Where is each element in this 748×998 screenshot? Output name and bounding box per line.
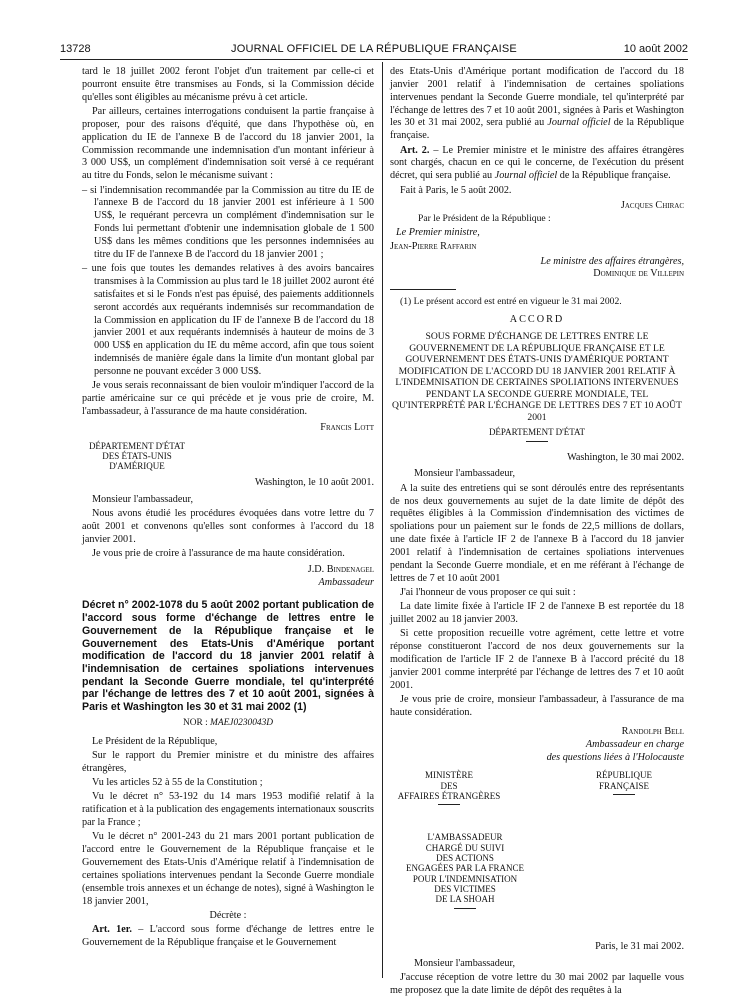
heading-line: AFFAIRES ÉTRANGÈRES xyxy=(397,791,501,802)
paragraph: Sur le rapport du Premier ministre et du ministre des affaires étrangères, xyxy=(82,749,374,774)
heading-line: RÉPUBLIQUE xyxy=(596,770,652,781)
paragraph: Je vous serais reconnaissant de bien vouloir m'indiquer l'accord de la partie américaine sur ce qui précède et je vous prie de croire, M. l'ambassadeur, à l'assurance de ma haute considération. xyxy=(82,380,374,417)
header-rule xyxy=(60,59,688,60)
salutation: Monsieur l'ambassadeur, xyxy=(92,493,194,505)
heading-line: FRANÇAISE xyxy=(598,780,649,791)
text-span: de la République française. xyxy=(557,170,671,182)
journal-ref: Journal officiel xyxy=(547,117,611,129)
minister-title: Le ministre des affaires étrangères, xyxy=(540,255,684,267)
heading-line: L'AMBASSADEUR xyxy=(427,832,503,843)
paragraph: tard le 18 juillet 2002 feront l'objet d'un traitement par celle-ci et pourront ensuite être transmises au Fonds, si la Commission décide qu'elles sont éligibles au mécanisme prévu à cet article. xyxy=(82,66,374,103)
journal-title: JOURNAL OFFICIEL DE LA RÉPUBLIQUE FRANÇAISE xyxy=(231,43,517,55)
minister-name: Dominique de Villepin xyxy=(593,268,684,280)
department-line: D'AMÉRIQUE xyxy=(109,461,165,472)
paragraph: Je vous prie de croire, monsieur l'ambassadeur, à l'assurance de ma haute considération. xyxy=(390,694,684,719)
nor-code: MAEJ0230043D xyxy=(210,717,274,728)
heading-line: DES ACTIONS xyxy=(436,853,494,864)
salutation: Monsieur l'ambassadeur, xyxy=(414,468,516,480)
republic-heading xyxy=(584,770,664,798)
signature-title: Ambassadeur en charge xyxy=(585,738,684,750)
right-column xyxy=(390,66,685,996)
ministry-heading xyxy=(390,770,508,808)
accord-heading: ACCORD xyxy=(509,314,565,326)
par-le-president: Par le Président de la République : xyxy=(418,213,551,225)
paragraph: J'accuse réception de votre lettre du 30 mai 2002 par laquelle vous me proposez que la date limite de dépôt des requêtes à la xyxy=(390,972,684,996)
place-date: Washington, le 30 mai 2002. xyxy=(567,451,684,463)
department-heading xyxy=(82,441,192,472)
short-rule xyxy=(526,441,548,442)
footnote-rule xyxy=(390,289,456,290)
heading-line: MINISTÈRE xyxy=(425,770,473,781)
paragraph: Nous avons étudié les procédures évoquées dans votre lettre du 7 août 2001 et convenons qu'elles sont conformes à l'accord du 18 janvier 2001. xyxy=(82,507,374,545)
place-date: Washington, le 10 août 2001. xyxy=(254,476,374,488)
paragraph: A la suite des entretiens qui se sont déroulés entre des représentants de nos deux gouvernements au sujet de la date limite de dépôt des requêtes éligibles à la Commission d'indemnisation des victimes de spoliations pour un paiement sur le fonds de 22,5 millions de dollars, une date fixée à l'article IF 2 de l'annexe B à l'accord du 18 janvier 2001 relatif à l'indemnisation de certaines spoliations intervenues pendant la Seconde Guerre mondiale, et en me référant à l'échange de lettres de 7 et 10 août 2001 xyxy=(390,482,684,584)
decrete-heading: Décrète : xyxy=(209,910,247,922)
short-rule xyxy=(438,804,460,805)
paragraph: Je vous prie de croire à l'assurance de ma haute considération. xyxy=(92,547,345,559)
heading-line: DE LA SHOAH xyxy=(435,894,495,905)
nor-reference xyxy=(82,718,374,730)
article-text: – L'accord sous forme d'échange de lettres entre le Gouvernement de la République française et le Gouvernement xyxy=(82,924,374,949)
accord-subtitle: SOUS FORME D'ÉCHANGE DE LETTRES ENTRE LE GOUVERNEMENT DE LA RÉPUBLIQUE FRANÇAISE ET LE GOUVERNEMENT DES ÉTATS-UNIS D'AMÉRIQUE PORTANT MODIFICATION DE L'ACCORD DU 18 JANVIER 2001 RELATIF À L'INDEMNISATION DE CERTAINES SPOLIATIONS INTERVENUES PENDANT LA SECONDE GUERRE MONDIALE, TEL QU'INTERPRÉTÉ PAR L'ÉCHANGE DE LETTRES DES 7 ET 10 AOÛT 2001 xyxy=(392,331,682,423)
paragraph: Si cette proposition recueille votre agrément, cette lettre et votre réponse constitueront l'accord de nos deux gouvernements sur la modification de l'article IF 2 de l'annexe B à l'accord précité du 18 janvier 2001 comme interprété par l'échange de lettres des 7 et 10 août 2001. xyxy=(390,628,684,691)
fait-a-paris: Fait à Paris, le 5 août 2002. xyxy=(400,184,512,196)
paragraph: Le Président de la République, xyxy=(92,735,218,747)
heading-line: DES VICTIMES xyxy=(434,884,496,895)
paragraph: La date limite fixée à l'article IF 2 de l'annexe B est reportée du 18 juillet 2002 au 18 janvier 2003. xyxy=(390,601,684,626)
nor-label: NOR : xyxy=(182,717,208,728)
text-span: de la République française. xyxy=(390,117,685,142)
issue-date: 10 août 2002 xyxy=(623,43,688,55)
heading-line: DES xyxy=(440,780,458,791)
signature-bell: Randolph Bell xyxy=(621,725,684,737)
list-item: – si l'indemnisation recommandée par la Commission au titre du IE de l'annexe B de l'accord du 18 janvier 2001 est inférieure à 1 500 US$, le requérant percevra un complément d'indemnisation sur le Fonds lui permettant d'obtenir une indemnisation globale de 1 500 US$ dans les mêmes conditions que les personnes indemnisées au titre du IF de l'annexe B de l'accord du 18 janvier 2001 ; xyxy=(82,184,374,260)
pm-name: Jean-Pierre Raffarin xyxy=(390,241,477,253)
page-header xyxy=(60,43,688,57)
ambassador-heading xyxy=(390,832,540,908)
paragraph: J'ai l'honneur de vous proposer ce qui suit : xyxy=(400,586,576,598)
department-line: DÉPARTEMENT D'ÉTAT xyxy=(88,440,186,451)
signature-title: des questions liées à l'Holocauste xyxy=(546,751,684,763)
paragraph: Vu le décret n° 2001-243 du 21 mars 2001 portant publication de l'accord entre le Gouvernement de la République française et le Gouvernement des Etats-Unis d'Amérique relatif à l'indemnisation de certaines spoliations intervenues pendant la Seconde Guerre mondiale (ensemble trois annexes et un échange de notes), signé à Washington le 18 janvier 2001, xyxy=(82,831,374,907)
heading-line: ENGAGÉES PAR LA FRANCE xyxy=(406,863,524,874)
article-label: Art. 1er. xyxy=(92,924,132,936)
paragraph: Vu les articles 52 à 55 de la Constitution ; xyxy=(92,777,263,789)
paragraph: Vu le décret n° 53-192 du 14 mars 1953 modifié relatif à la ratification et à la publication des engagements internationaux souscrits par la France ; xyxy=(82,791,374,829)
letterhead xyxy=(390,770,684,826)
department-heading: DÉPARTEMENT D'ÉTAT xyxy=(488,427,586,438)
salutation: Monsieur l'ambassadeur, xyxy=(414,957,516,969)
column-divider xyxy=(382,62,383,978)
paragraph: Par ailleurs, certaines interrogations conduisent la partie française à proposer, pour des raisons d'équité, que dans l'hypothèse où, en application du IE de l'annexe B de l'accord du 18 janvier 2001, la Commission recommande une indemnisation d'un montant inférieur à 3 000 US$, un complément d'indemnisation soit versé à ce requérant au titre du Fonds, selon le mécanisme suivant : xyxy=(82,106,374,182)
article-2 xyxy=(390,145,684,184)
heading-line: CHARGÉ DU SUIVI xyxy=(425,842,505,853)
footnote: (1) Le présent accord est entré en vigueur le 31 mai 2002. xyxy=(400,296,622,308)
short-rule xyxy=(454,908,476,909)
pm-title: Le Premier ministre, xyxy=(396,226,480,238)
signature-lott: Francis Lott xyxy=(320,421,374,433)
heading-line: POUR L'INDEMNISATION xyxy=(412,873,518,884)
list-item: – une fois que toutes les demandes relatives à des avoirs bancaires transmises à la Commission au plus tard le 18 juillet 2002 auront été satisfaites et si le Fonds n'est pas épuisé, des paiements additionnels seront accordés aux requérants indemnisés sur recommandation de la Commission en application du IF de l'annexe B de l'accord du 18 janvier 2001 et aux requérants indemnisés à hauteur de moins de 3 000 US$ en application du IE du même accord, afin que tous soient indemnisés de manière égale dans la limite d'un montant global par personne ne pouvant excéder 3 000 US$. xyxy=(82,263,374,377)
paragraph xyxy=(390,66,684,143)
page-number: 13728 xyxy=(60,43,91,55)
signature-bindenagel: J.D. Bindenagel xyxy=(307,563,374,575)
short-rule xyxy=(613,794,635,795)
decree-title: Décret n° 2002-1078 du 5 août 2002 portant publication de l'accord sous forme d'échange de lettres entre le Gouvernement de la République française et le Gouvernement des Etats-Unis d'Amérique portant modification de l'accord du 18 janvier 2001 relatif à l'indemnisation de certaines spoliations intervenues pendant la Seconde Guerre mondiale, tel qu'interprété par l'échange de lettres des 7 et 10 août 2001, signées à Paris et Washington les 30 et 31 mai 2002 (1) xyxy=(82,599,374,714)
signature-chirac: Jacques Chirac xyxy=(620,200,684,212)
left-column xyxy=(82,66,374,980)
article-label: Art. 2. xyxy=(400,144,430,156)
article-1 xyxy=(82,924,374,950)
department-line: DES ÉTATS-UNIS xyxy=(102,450,172,461)
text-span: des Etats-Unis d'Amérique portant modification de l'accord du 18 janvier 2001 relatif à l'indemnisation de certaines spoliations intervenues pendant la Seconde Guerre mondiale, tel qu'interprété par l'échange de lettres des 7 et 10 août 2001, signées à Paris et Washington les 30 et 31 mai 2002, sera publié au xyxy=(390,66,684,129)
place-date: Paris, le 31 mai 2002. xyxy=(595,940,684,952)
signature-title: Ambassadeur xyxy=(318,576,374,588)
article-text: – Le Premier ministre et le ministre des affaires étrangères sont chargés, chacun en ce qui le concerne, de l'exécution du présent décret, qui sera publié au xyxy=(390,144,684,182)
journal-ref: Journal officiel xyxy=(494,170,558,182)
